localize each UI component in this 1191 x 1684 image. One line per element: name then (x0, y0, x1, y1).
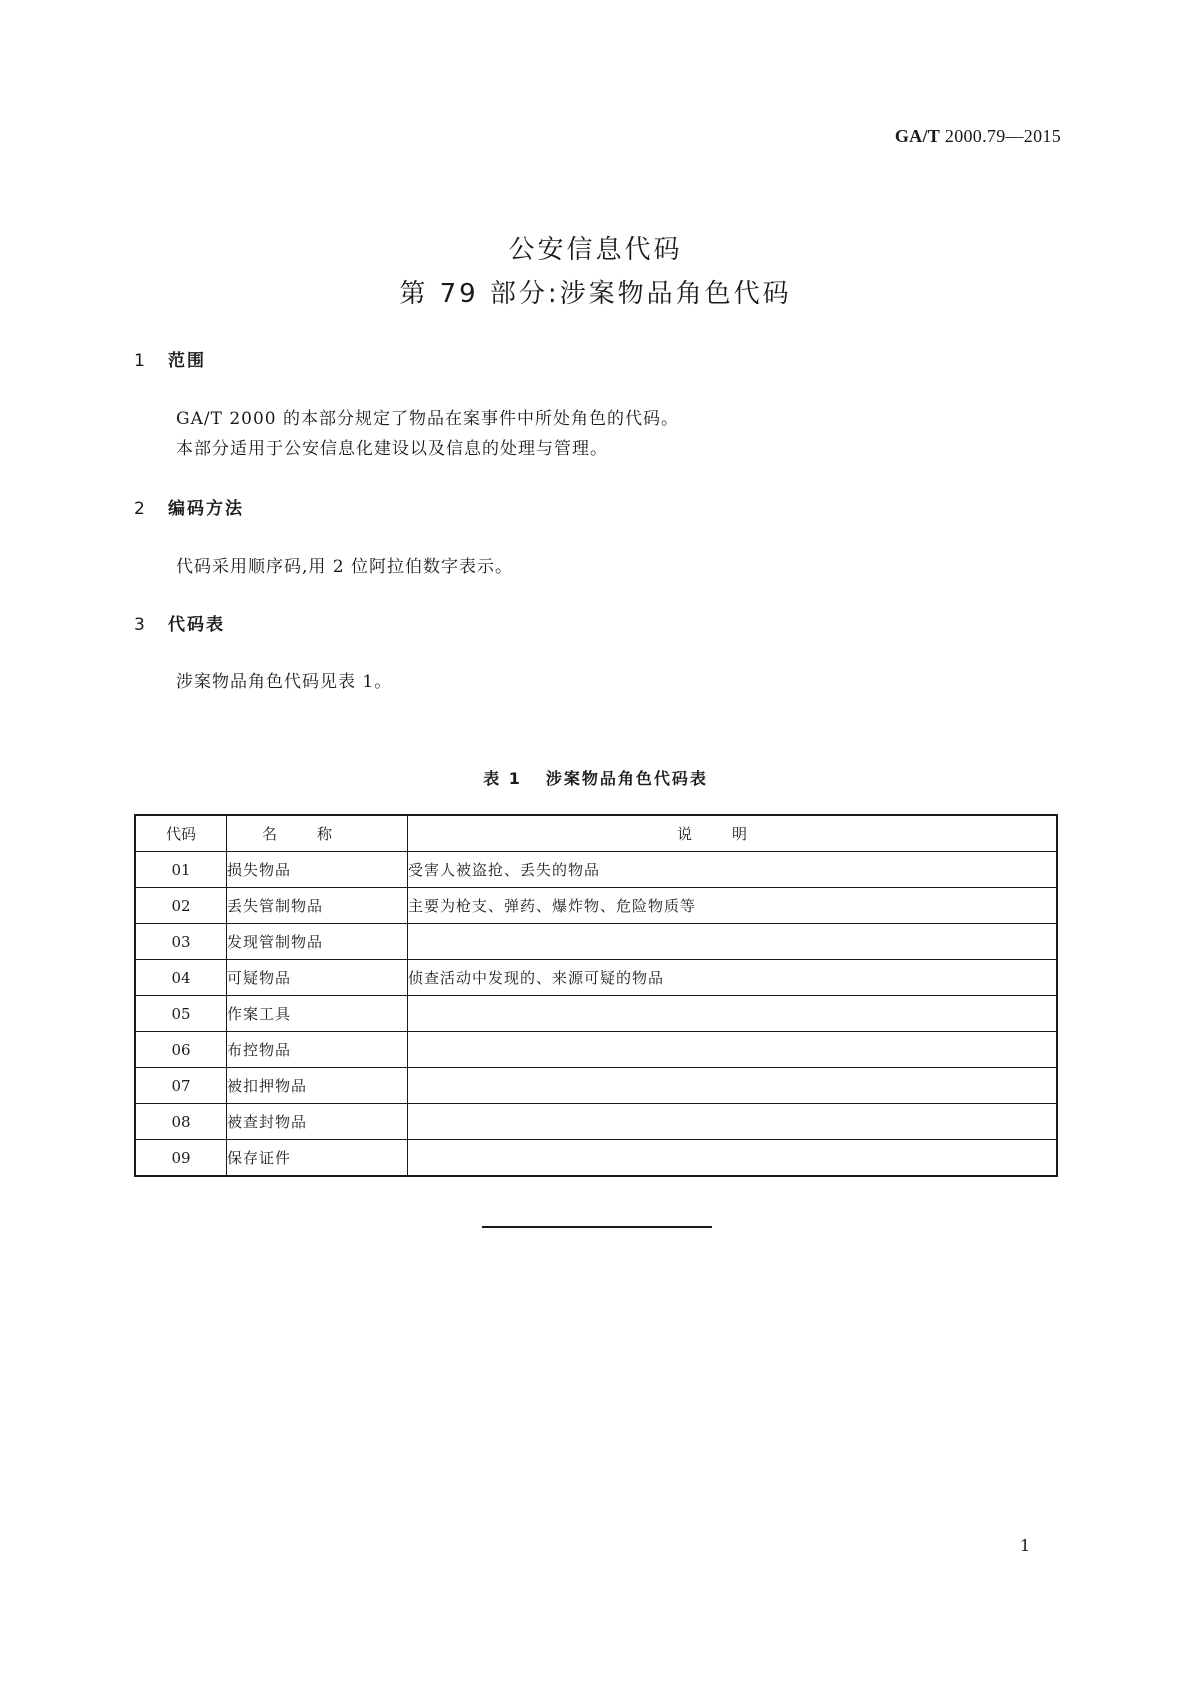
standard-code (895, 126, 1061, 147)
cell-code: 06 (135, 1032, 227, 1068)
table-row (135, 1032, 1057, 1068)
cell-name: 作案工具 (227, 996, 408, 1032)
cell-code: 09 (135, 1140, 227, 1177)
section-1-number: 1 (134, 351, 147, 371)
section-3-title: 代码表 (168, 615, 225, 635)
cell-code: 05 (135, 996, 227, 1032)
cell-name: 损失物品 (227, 852, 408, 888)
cell-desc: 侦查活动中发现的、来源可疑的物品 (408, 960, 1058, 996)
cell-code: 03 (135, 924, 227, 960)
cell-code: 01 (135, 852, 227, 888)
cell-name: 被查封物品 (227, 1104, 408, 1140)
table-row (135, 996, 1057, 1032)
cell-name: 可疑物品 (227, 960, 408, 996)
table-row (135, 1068, 1057, 1104)
table-row (135, 924, 1057, 960)
section-1-paragraph-1: GA/T 2000 的本部分规定了物品在案事件中所处角色的代码。 (176, 409, 679, 429)
header-name: 名称 (227, 815, 408, 852)
table-row (135, 852, 1057, 888)
cell-code: 07 (135, 1068, 227, 1104)
title-line-1: 公安信息代码 (508, 235, 683, 265)
cell-code: 08 (135, 1104, 227, 1140)
table-row (135, 1140, 1057, 1177)
table-header-row (135, 815, 1057, 852)
cell-desc (408, 1068, 1058, 1104)
header-code: 代码 (135, 815, 227, 852)
end-of-document-rule (482, 1226, 712, 1228)
table-row (135, 960, 1057, 996)
table-caption-title: 涉案物品角色代码表 (545, 769, 708, 788)
section-2-number: 2 (134, 499, 147, 519)
role-code-table (134, 814, 1058, 1177)
header-desc: 说明 (408, 815, 1058, 852)
cell-desc (408, 1140, 1058, 1177)
cell-desc (408, 1104, 1058, 1140)
cell-name: 发现管制物品 (227, 924, 408, 960)
cell-desc (408, 1032, 1058, 1068)
page-number: 1 (1020, 1536, 1031, 1555)
cell-desc: 受害人被盗抢、丢失的物品 (408, 852, 1058, 888)
document-title (0, 228, 1191, 316)
table-caption (0, 766, 1191, 789)
table-row (135, 1104, 1057, 1140)
section-3-heading (134, 610, 225, 635)
standard-number: 2000.79—2015 (944, 126, 1061, 146)
cell-name: 布控物品 (227, 1032, 408, 1068)
section-1-title: 范围 (168, 351, 206, 371)
standard-prefix: GA/T (894, 126, 941, 146)
table-row (135, 888, 1057, 924)
section-3-number: 3 (134, 615, 147, 635)
cell-code: 02 (135, 888, 227, 924)
section-3-paragraph-1: 涉案物品角色代码见表 1。 (176, 672, 393, 692)
section-2-title: 编码方法 (168, 499, 244, 519)
section-1-paragraph-2: 本部分适用于公安信息化建设以及信息的处理与管理。 (176, 439, 608, 459)
cell-name: 被扣押物品 (227, 1068, 408, 1104)
cell-code: 04 (135, 960, 227, 996)
section-1-heading (134, 346, 206, 371)
section-2-paragraph-1: 代码采用顺序码,用 2 位阿拉伯数字表示。 (176, 557, 514, 577)
table-caption-number: 表 1 (483, 769, 522, 788)
cell-name: 丢失管制物品 (227, 888, 408, 924)
cell-desc (408, 996, 1058, 1032)
cell-name: 保存证件 (227, 1140, 408, 1177)
cell-desc (408, 924, 1058, 960)
section-2-heading (134, 494, 244, 519)
title-line-2: 第 79 部分:涉案物品角色代码 (399, 279, 792, 309)
cell-desc: 主要为枪支、弹药、爆炸物、危险物质等 (408, 888, 1058, 924)
